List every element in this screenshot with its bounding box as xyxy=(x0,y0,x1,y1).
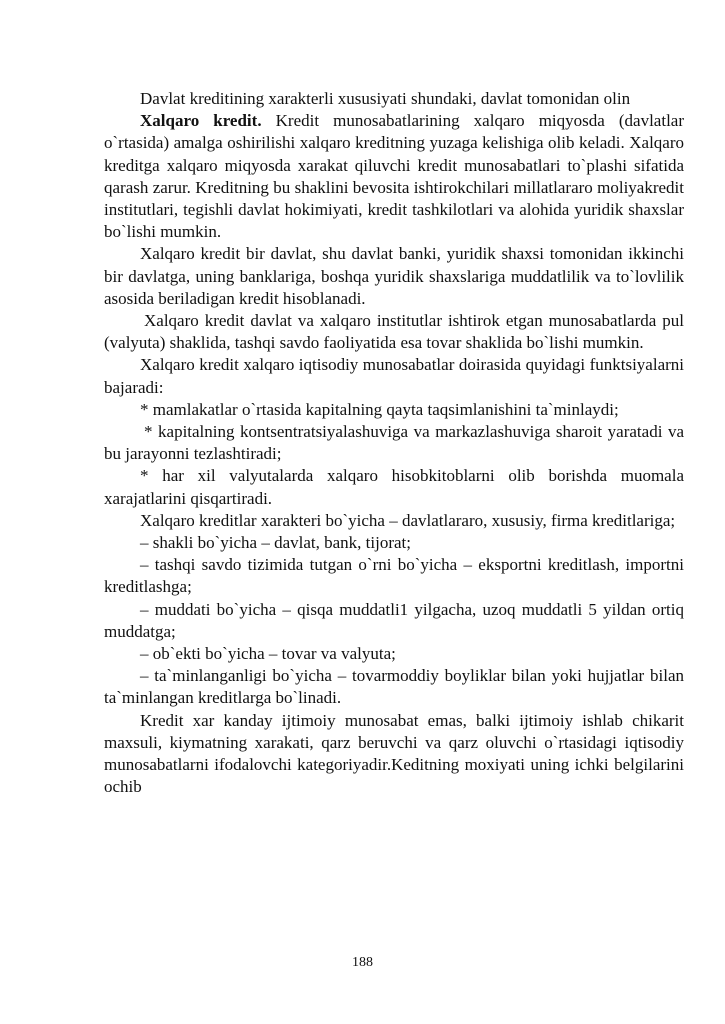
paragraph-6: Xalqaro kreditlar xarakteri bo`yicha – davlatlararo, xususiy, firma kreditlariga; xyxy=(140,510,676,530)
list-item-5: – tashqi savdo tizimida tutgan o`rni bo`yicha – eksportni kreditlash, importni kreditlashga; xyxy=(104,555,684,597)
list-item-7: – ob`ekti bo`yicha – tovar va valyuta; xyxy=(140,644,396,664)
paragraph-2: Xalqaro kredit. Kredit munosabatlarining xalqaro miqyosda (davlatlar o`rtasida) amalga oshirilishi xalqaro kreditning yuzaga kelishiga olib keladi. Xalqaro kreditga xalqaro miqyosda xarakat qiluvchi kredit munosabatlari to`plashi sifatida qarash zarur. Kreditning bu shaklini bevosita ishtirokchilari millatlararo moliyakredit institutlari, tegishli davlat hokimiyati, kredit tashkilotlari va alohida yuridik shaxslar bo`lishi mumkin. xyxy=(104,111,684,242)
list-item-8: – ta`minlanganligi bo`yicha – tovarmoddiy boyliklar bilan yoki hujjatlar bilan ta`minlangan kreditlarga bo`linadi. xyxy=(104,666,684,708)
paragraph-7: Kredit xar kanday ijtimoiy munosabat emas, balki ijtimoiy ishlab chikarit maxsuli, kiymatning xarakati, qarz beruvchi va qarz oluvchi o`rtasidagi iqtisodiy munosabatlarni ifodalovchi kategoriyadir.Keditning moxiyati uning ichki belgilarini ochib xyxy=(104,710,684,797)
paragraph-4: Xalqaro kredit davlat va xalqaro institutlar ishtirok etgan munosabatlarda pul (valyuta) shaklida, tashqi savdo faoliyatida esa tovar shaklida bo`lishi mumkin. xyxy=(104,311,684,353)
list-item-2: * kapitalning kontsentratsiyalashuviga va markazlashuviga sharoit yaratadi va bu jarayonni tezlashtiradi; xyxy=(104,422,684,464)
document-body xyxy=(104,88,684,799)
list-item-3: * har xil valyutalarda xalqaro hisobkitoblarni olib borishda muomala xarajatlarini qisqartiradi. xyxy=(104,466,684,508)
paragraph-3: Xalqaro kredit bir davlat, shu davlat banki, yuridik shaxsi tomonidan ikkinchi bir davlatga, uning banklariga, boshqa yuridik shaxslariga muddatlilik va to`lovlilik asosida beriladigan kredit hisoblanadi. xyxy=(104,244,684,308)
list-item-6: – muddati bo`yicha – qisqa muddatli1 yilgacha, uzoq muddatli 5 yildan ortiq muddatga; xyxy=(104,599,684,641)
section-heading: Xalqaro kredit. xyxy=(140,111,262,131)
list-item-1: * mamlakatlar o`rtasida kapitalning qayta taqsimlanishini ta`minlaydi; xyxy=(140,399,619,419)
list-item-4: – shakli bo`yicha – davlat, bank, tijorat; xyxy=(140,533,411,553)
page-number: 188 xyxy=(352,955,373,970)
paragraph-1: Davlat kreditining xarakterli xususiyati shundaki, davlat tomonidan olin xyxy=(140,89,631,108)
paragraph-5: Xalqaro kredit xalqaro iqtisodiy munosabatlar doirasida quyidagi funktsiyalarni bajaradi: xyxy=(104,355,684,397)
